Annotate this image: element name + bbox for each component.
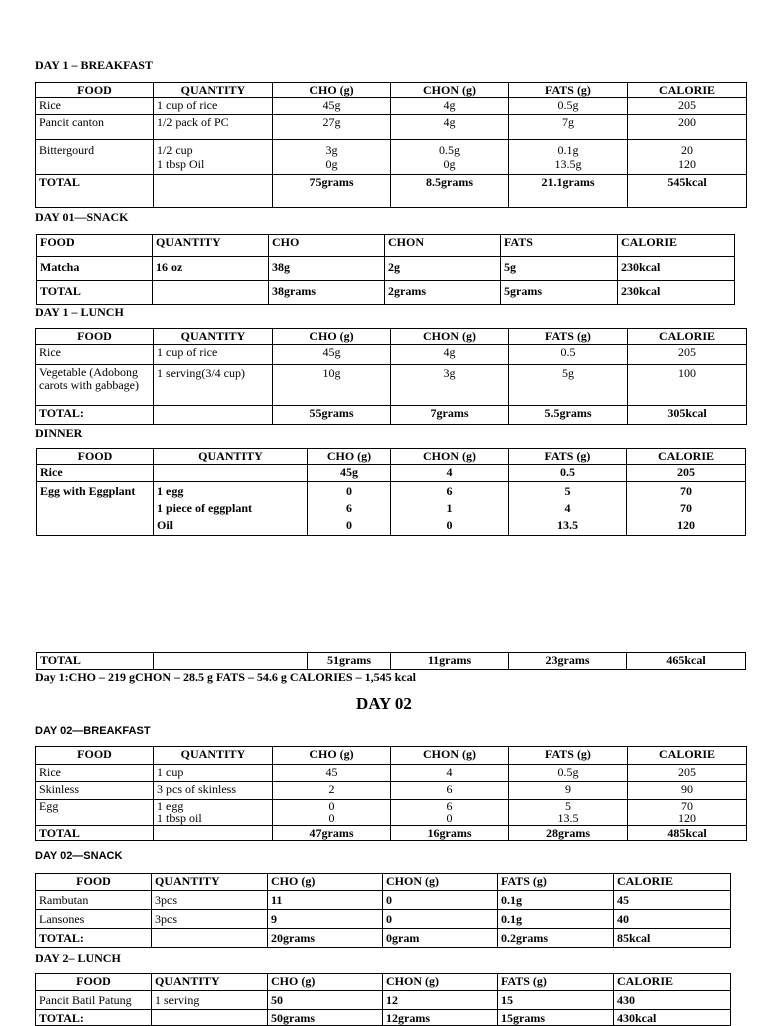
header-calorie: CALORIE [628, 747, 747, 765]
table-row [36, 98, 747, 115]
day2-title: DAY 02 [356, 694, 412, 713]
cho-cell: 9 [268, 910, 383, 929]
food-cell: Rambutan [36, 891, 152, 910]
header-cho: CHO (g) [268, 874, 383, 891]
quantity-cell: 1 cup [154, 765, 273, 782]
quantity-cell: 3 pcs of skinless [154, 782, 273, 800]
quantity-cell [154, 800, 273, 826]
cho-line: 3g [325, 143, 338, 157]
header-quantity: QUANTITY [154, 449, 308, 465]
total-chon: 0gram [383, 929, 498, 948]
fats-cell: 0.1g [498, 891, 614, 910]
total-calorie: 230kcal [618, 281, 735, 305]
total-cho: 75grams [273, 175, 391, 208]
cho-cell: 10g [273, 365, 391, 406]
chon-cell: 4g [391, 115, 509, 140]
day1-snack-table [36, 234, 735, 305]
calorie-line: 20 [681, 143, 693, 157]
fats-line: 5 [565, 799, 571, 813]
food-cell: Rice [36, 345, 154, 365]
header-food: FOOD [36, 747, 154, 765]
header-food: FOOD [36, 329, 154, 345]
calorie-cell: 230kcal [618, 257, 735, 281]
cho-cell: 45g [273, 98, 391, 115]
header-chon: CHON [385, 235, 501, 257]
day1-dinner-title: DINNER [35, 426, 83, 440]
calorie-line: 120 [678, 811, 696, 825]
fats-line: 13.5g [554, 157, 582, 171]
calorie-line: 120 [678, 157, 696, 171]
cho-cell [273, 800, 391, 826]
chon-cell [391, 140, 509, 175]
total-row [36, 406, 747, 425]
total-chon: 16grams [391, 826, 509, 841]
total-chon: 12grams [383, 1010, 498, 1026]
total-cho: 47grams [273, 826, 391, 841]
total-label: TOTAL [36, 826, 154, 841]
chon-line: 0 [446, 518, 453, 532]
header-quantity: QUANTITY [152, 874, 268, 891]
total-cho: 38grams [269, 281, 385, 305]
total-quantity [154, 826, 273, 841]
total-calorie: 305kcal [628, 406, 747, 425]
chon-cell: 0 [383, 910, 498, 929]
quantity-cell: 1 cup of rice [154, 345, 273, 365]
food-cell: Rice [36, 98, 154, 115]
calorie-cell: 90 [628, 782, 747, 800]
header-chon: CHON (g) [391, 329, 509, 345]
total-row [36, 929, 731, 948]
total-chon: 2grams [385, 281, 501, 305]
header-fats: FATS (g) [509, 747, 628, 765]
chon-cell: 2g [385, 257, 501, 281]
table-header-row [36, 83, 747, 98]
fats-cell: 0.5 [509, 465, 627, 482]
header-food: FOOD [36, 83, 154, 98]
header-quantity: QUANTITY [153, 235, 269, 257]
calorie-cell: 205 [628, 98, 747, 115]
total-fats: 23grams [509, 653, 627, 670]
cho-cell: 38g [269, 257, 385, 281]
cho-cell: 45 [273, 765, 391, 782]
chon-line: 6 [446, 799, 453, 813]
food-cell: Vegetable (Adobong carots with gabbage) [36, 365, 154, 406]
chon-cell: 0 [383, 891, 498, 910]
header-cho: CHO [269, 235, 385, 257]
table-header-row [37, 235, 735, 257]
day2-breakfast-title: DAY 02—BREAKFAST [35, 725, 151, 737]
calorie-cell: 100 [628, 365, 747, 406]
chon-line: 1 [446, 501, 453, 515]
header-cho: CHO (g) [273, 329, 391, 345]
day1-summary: Day 1:CHO – 219 gCHON – 28.5 g FATS – 54.6 g CALORIES – 1,545 kcal [35, 670, 416, 684]
fats-cell: 5g [501, 257, 618, 281]
table-header-row [36, 974, 731, 991]
table-row [36, 345, 747, 365]
quantity-line: 1 tbsp oil [157, 811, 202, 825]
chon-cell: 3g [391, 365, 509, 406]
calorie-cell: 205 [628, 765, 747, 782]
fats-cell [509, 800, 628, 826]
header-calorie: CALORIE [628, 83, 747, 98]
total-label: TOTAL: [36, 406, 154, 425]
calorie-cell: 205 [628, 345, 747, 365]
chon-cell: 4 [391, 765, 509, 782]
header-chon: CHON (g) [391, 747, 509, 765]
chon-cell [391, 800, 509, 826]
total-chon: 7grams [391, 406, 509, 425]
total-calorie: 485kcal [628, 826, 747, 841]
total-row [36, 1010, 731, 1026]
quantity-cell: 1/2 pack of PC [154, 115, 273, 140]
table-header-row [36, 874, 731, 891]
food-line: Bittergourd [39, 143, 95, 157]
food-cell: Skinless [36, 782, 154, 800]
food-cell: Lansones [36, 910, 152, 929]
calorie-cell [627, 482, 746, 536]
table-header-row [36, 329, 747, 345]
cho-cell: 27g [273, 115, 391, 140]
food-cell [37, 482, 154, 536]
total-row [36, 175, 747, 208]
header-food: FOOD [36, 974, 152, 991]
table-row [37, 465, 746, 482]
table-row [37, 257, 735, 281]
day1-lunch-table [35, 328, 747, 425]
table-row [36, 765, 747, 782]
quantity-cell [154, 140, 273, 175]
food-line: Egg [39, 799, 59, 813]
fats-cell: 0.5g [509, 98, 628, 115]
total-fats: 28grams [509, 826, 628, 841]
total-quantity [153, 281, 269, 305]
total-label: TOTAL [36, 175, 154, 208]
header-chon: CHON (g) [383, 974, 498, 991]
food-cell: Pancit canton [36, 115, 154, 140]
header-chon: CHON (g) [391, 83, 509, 98]
day1-lunch-title: DAY 1 – LUNCH [35, 305, 124, 319]
chon-cell: 4g [391, 98, 509, 115]
total-chon: 8.5grams [391, 175, 509, 208]
chon-cell: 12 [383, 991, 498, 1010]
header-fats: FATS (g) [509, 83, 628, 98]
total-quantity [152, 1010, 268, 1026]
quantity-line: Oil [157, 518, 174, 532]
header-quantity: QUANTITY [152, 974, 268, 991]
day1-dinner-total-table [36, 652, 746, 670]
food-cell: Rice [37, 465, 154, 482]
total-fats: 5grams [501, 281, 618, 305]
total-row [36, 826, 747, 841]
calorie-cell: 205 [627, 465, 746, 482]
table-row [36, 140, 747, 175]
quantity-cell: 3pcs [152, 910, 268, 929]
fats-cell: 0.5 [509, 345, 628, 365]
table-row [36, 891, 731, 910]
total-row [37, 653, 746, 670]
calorie-line: 70 [680, 484, 692, 498]
fats-cell: 15 [498, 991, 614, 1010]
chon-line: 0 [446, 811, 453, 825]
total-label: TOTAL [37, 281, 153, 305]
quantity-line: 1/2 cup [157, 143, 193, 157]
cho-line: 0 [328, 799, 335, 813]
header-cho: CHO (g) [273, 83, 391, 98]
chon-cell: 6 [391, 782, 509, 800]
table-row [36, 910, 731, 929]
header-chon: CHON (g) [383, 874, 498, 891]
fats-cell: 0.5g [509, 765, 628, 782]
calorie-line: 120 [677, 518, 695, 532]
quantity-cell: 1 serving [152, 991, 268, 1010]
calorie-line: 70 [681, 799, 693, 813]
cho-line: 0g [325, 157, 338, 171]
total-label: TOTAL: [36, 929, 152, 948]
total-calorie: 465kcal [627, 653, 746, 670]
food-cell: Rice [36, 765, 154, 782]
day1-breakfast-table [35, 82, 747, 208]
day2-snack-table [35, 873, 731, 948]
fats-cell: 7g [509, 115, 628, 140]
total-cho: 50grams [268, 1010, 383, 1026]
chon-line: 6 [446, 484, 453, 498]
header-fats: FATS (g) [498, 874, 614, 891]
quantity-line: 1 egg [157, 484, 184, 498]
fats-line: 5 [564, 484, 571, 498]
total-chon: 11grams [391, 653, 509, 670]
fats-cell: 0.1g [498, 910, 614, 929]
fats-line: 13.5 [557, 518, 578, 532]
total-label: TOTAL: [36, 1010, 152, 1026]
total-fats: 5.5grams [509, 406, 628, 425]
total-quantity [154, 653, 308, 670]
total-cho: 55grams [273, 406, 391, 425]
total-calorie: 545kcal [628, 175, 747, 208]
header-chon: CHON (g) [391, 449, 509, 465]
chon-cell: 4 [391, 465, 509, 482]
fats-line: 0.1g [557, 143, 579, 157]
quantity-cell: 16 oz [153, 257, 269, 281]
header-calorie: CALORIE [614, 874, 731, 891]
header-cho: CHO (g) [268, 974, 383, 991]
total-quantity [152, 929, 268, 948]
cho-cell [308, 482, 391, 536]
day2-lunch-table [35, 973, 731, 1026]
cho-cell: 2 [273, 782, 391, 800]
day2-breakfast-table [35, 746, 747, 841]
quantity-cell: 1 serving(3/4 cup) [154, 365, 273, 406]
header-fats: FATS (g) [509, 329, 628, 345]
cho-line: 0 [346, 518, 352, 532]
table-row [36, 991, 731, 1010]
quantity-cell: 1 cup of rice [154, 98, 273, 115]
food-cell [36, 140, 154, 175]
day2-lunch-title: DAY 2– LUNCH [35, 951, 121, 965]
calorie-cell: 430 [614, 991, 731, 1010]
fats-cell [509, 482, 627, 536]
header-quantity: QUANTITY [154, 83, 273, 98]
header-calorie: CALORIE [618, 235, 735, 257]
cho-line: 0 [346, 484, 352, 498]
day1-snack-title: DAY 01—SNACK [35, 210, 129, 224]
total-label: TOTAL [37, 653, 154, 670]
total-quantity [154, 175, 273, 208]
calorie-line: 70 [680, 501, 692, 515]
header-fats: FATS (g) [509, 449, 627, 465]
fats-line: 13.5 [557, 811, 579, 825]
quantity-cell [154, 482, 308, 536]
calorie-cell [628, 800, 747, 826]
total-quantity [154, 406, 273, 425]
cho-cell [273, 140, 391, 175]
table-row [36, 365, 747, 406]
calorie-cell: 45 [614, 891, 731, 910]
fats-cell: 5g [509, 365, 628, 406]
header-food: FOOD [37, 235, 153, 257]
total-calorie: 85kcal [614, 929, 731, 948]
total-row [37, 281, 735, 305]
chon-line: 0.5g [439, 143, 460, 157]
header-calorie: CALORIE [628, 329, 747, 345]
total-calorie: 430kcal [614, 1010, 731, 1026]
header-fats: FATS (g) [498, 974, 614, 991]
header-calorie: CALORIE [614, 974, 731, 991]
cho-line: 0 [328, 811, 335, 825]
cho-cell: 45g [308, 465, 391, 482]
cho-cell: 45g [273, 345, 391, 365]
header-quantity: QUANTITY [154, 329, 273, 345]
table-row [36, 800, 747, 826]
quantity-line: 1 piece of eggplant [157, 501, 252, 515]
total-cho: 51grams [308, 653, 391, 670]
total-cho: 20grams [268, 929, 383, 948]
quantity-cell [154, 465, 308, 482]
total-fats: 21.1grams [509, 175, 628, 208]
calorie-cell: 40 [614, 910, 731, 929]
cho-line: 6 [346, 501, 352, 515]
header-cho: CHO (g) [273, 747, 391, 765]
total-fats: 0.2grams [498, 929, 614, 948]
day1-breakfast-title: DAY 1 – BREAKFAST [35, 58, 153, 72]
fats-cell: 9 [509, 782, 628, 800]
header-calorie: CALORIE [627, 449, 746, 465]
food-cell: Matcha [37, 257, 153, 281]
food-line: Egg with Eggplant [40, 484, 136, 498]
table-header-row [36, 747, 747, 765]
quantity-cell: 3pcs [152, 891, 268, 910]
header-food: FOOD [36, 874, 152, 891]
calorie-cell [628, 140, 747, 175]
food-cell: Pancit Batil Patung [36, 991, 152, 1010]
cho-cell: 50 [268, 991, 383, 1010]
header-fats: FATS [501, 235, 618, 257]
header-cho: CHO (g) [308, 449, 391, 465]
quantity-line: 1 tbsp Oil [157, 157, 205, 171]
table-row [36, 782, 747, 800]
fats-cell [509, 140, 628, 175]
header-quantity: QUANTITY [154, 747, 273, 765]
table-header-row [37, 449, 746, 465]
fats-line: 4 [564, 501, 571, 515]
chon-line: 0g [443, 157, 456, 171]
cho-cell: 11 [268, 891, 383, 910]
chon-cell: 4g [391, 345, 509, 365]
day2-snack-title: DAY 02—SNACK [35, 850, 123, 862]
chon-cell [391, 482, 509, 536]
table-row [37, 482, 746, 536]
total-fats: 15grams [498, 1010, 614, 1026]
day1-dinner-table [36, 448, 746, 536]
table-row [36, 115, 747, 140]
header-food: FOOD [37, 449, 154, 465]
quantity-line: 1 egg [157, 799, 184, 813]
food-cell [36, 800, 154, 826]
calorie-cell: 200 [628, 115, 747, 140]
